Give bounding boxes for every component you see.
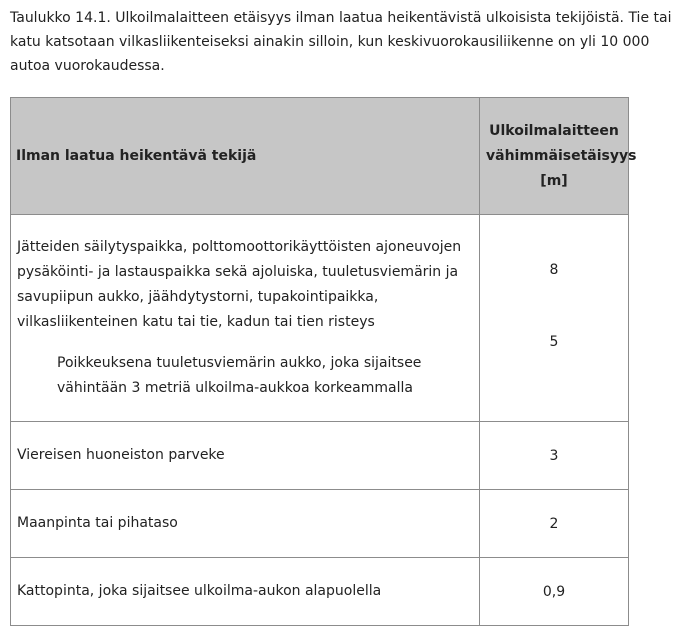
header-distance-line2: vähimmäisetäisyys [486,147,637,164]
table-header-row [11,98,629,215]
factor-cell: Maanpinta tai pihataso [11,490,480,558]
table-row [11,558,629,626]
distance-cell: 0,9 [480,558,629,626]
factor-cell: Kattopinta, joka sijaitsee ulkoilma-aukon alapuolella [11,558,480,626]
header-factor: Ilman laatua heikentävä tekijä [11,98,480,215]
header-distance-line1: Ulkoilmalaitteen [489,122,619,139]
factor-text: Jätteiden säilytyspaikka, polttomoottorikäyttöisten ajoneuvojen pysäköinti- ja lastauspaikka sekä ajoluiska, tuuletusviemärin ja savupiipun aukko, jäähdytystorni, tupakointipaikka, vilkasliikenteinen katu tai tie, kadun tai tien risteys [17,239,462,330]
factor-cell: Viereisen huoneiston parveke [11,422,480,490]
header-distance [480,98,637,215]
table-row [11,422,629,490]
exception-text: Poikkeuksena tuuletusviemärin aukko, joka sijaitsee vähintään 3 metriä ulkoilma-aukkoa korkeammalla [57,355,422,396]
header-distance-line3: [m] [540,172,568,189]
table-caption: Taulukko 14.1. Ulkoilmalaitteen etäisyys ilman laatua heikentävistä ulkoisista tekijöistä. Tie tai katu katsotaan vilkasliikenteiseksi ainakin silloin, kun keskivuorokausiliikenne on yli 10 000 autoa vuorokaudessa. [10,10,672,74]
distance-cell [480,215,629,422]
table-row [11,215,629,422]
distance-table [10,97,637,626]
distance-cell: 2 [480,490,629,558]
distance-cell: 3 [480,422,629,490]
factor-cell [11,215,480,422]
exception-distance-value: 5 [549,334,559,350]
distance-value: 8 [549,262,559,278]
table-row [11,490,629,558]
